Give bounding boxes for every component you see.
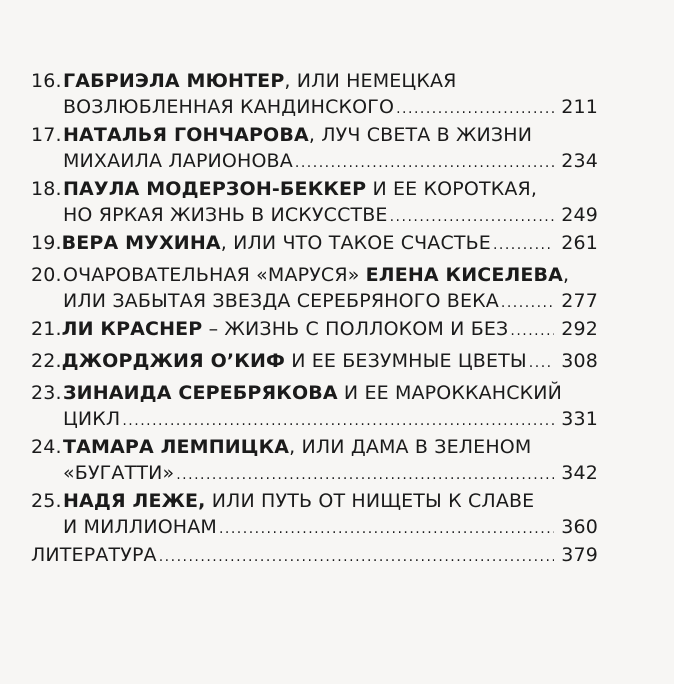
- entry-title-continuation: ИЛИ ЗАБЫТАЯ ЗВЕЗДА СЕРЕБРЯНОГО ВЕКА: [63, 290, 499, 312]
- entry-number: 25.: [31, 490, 62, 512]
- entry-title-text: , ИЛИ ЧТО ТАКОЕ СЧАСТЬЕ: [220, 232, 491, 254]
- entry-number: 17.: [31, 124, 62, 146]
- entry-artist-name: НАДЯ ЛЕЖЕ,: [63, 490, 206, 512]
- literature-page-number: 379: [561, 544, 598, 566]
- entry-artist-name: ГАБРИЭЛА МЮНТЕР: [63, 70, 285, 92]
- entry-number: 18.: [31, 178, 62, 200]
- entry-artist-name: ПАУЛА МОДЕРЗОН-БЕККЕР: [63, 178, 367, 200]
- entry-page-number: 331: [561, 408, 598, 430]
- entry-artist-name: ТАМАРА ЛЕМПИЦКА: [63, 436, 290, 458]
- entry-artist-name: ВЕРА МУХИНА: [61, 232, 221, 254]
- toc-entry-19: [31, 230, 598, 256]
- dot-leader: [219, 516, 554, 542]
- entry-number: 22.: [31, 350, 62, 372]
- dot-leader: [396, 96, 554, 122]
- dot-leader: [176, 462, 554, 488]
- entry-title-continuation: И МИЛЛИОНАМ: [63, 516, 217, 538]
- literature-label: ЛИТЕРАТУРА: [31, 544, 157, 566]
- entry-number: 19.: [31, 232, 62, 254]
- entry-title-continuation: МИХАИЛА ЛАРИОНОВА: [63, 150, 293, 172]
- entry-title-continuation: ВОЗЛЮБЛЕННАЯ КАНДИНСКОГО: [63, 96, 395, 118]
- dot-leader: [295, 150, 554, 176]
- entry-page-number: 234: [561, 150, 598, 172]
- entry-number: 20.: [31, 264, 62, 286]
- entry-page-number: 261: [561, 232, 598, 254]
- entry-page-number: 360: [561, 516, 598, 538]
- toc-entry-24: [31, 434, 598, 486]
- dot-leader: [159, 544, 554, 570]
- entry-page-number: 211: [561, 96, 598, 118]
- entry-title-text: , ЛУЧ СВЕТА В ЖИЗНИ: [308, 124, 533, 146]
- toc-entry-17: [31, 122, 598, 174]
- toc-entry-21: [31, 316, 598, 342]
- dot-leader: [510, 318, 554, 344]
- entry-title-text: И ЕЕ БЕЗУМНЫЕ ЦВЕТЫ: [285, 350, 527, 372]
- entry-title-text: И ЕЕ КОРОТКАЯ,: [366, 178, 538, 200]
- entry-artist-name: НАТАЛЬЯ ГОНЧАРОВА: [63, 124, 309, 146]
- entry-title-continuation: «БУГАТТИ»: [63, 462, 175, 484]
- table-of-contents: [31, 68, 598, 570]
- entry-page-number: 292: [561, 318, 598, 340]
- toc-entry-20: [31, 262, 598, 314]
- toc-entry-25: [31, 488, 598, 540]
- dot-leader: [501, 290, 554, 316]
- entry-title-text: И ЕЕ МАРОККАНСКИЙ: [337, 382, 563, 404]
- entry-number: 23.: [31, 382, 62, 404]
- entry-title-continuation: НО ЯРКАЯ ЖИЗНЬ В ИСКУССТВЕ: [63, 204, 388, 226]
- entry-page-number: 249: [561, 204, 598, 226]
- toc-entry-22: [31, 348, 598, 374]
- entry-title-prefix: ОЧАРОВАТЕЛЬНАЯ «МАРУСЯ»: [63, 264, 366, 286]
- entry-artist-name: ДЖОРДЖИЯ О’КИФ: [61, 350, 285, 372]
- entry-artist-name: ЛИ КРАСНЕР: [61, 318, 203, 340]
- entry-page-number: 277: [561, 290, 598, 312]
- entry-title-text: ,: [563, 264, 570, 286]
- entry-artist-name: ЕЛЕНА КИСЕЛЕВА: [365, 264, 564, 286]
- entry-title-text: , ИЛИ НЕМЕЦКАЯ: [284, 70, 457, 92]
- toc-entry-23: [31, 380, 598, 432]
- dot-leader: [493, 232, 554, 258]
- entry-title-text: – ЖИЗНЬ С ПОЛЛОКОМ И БЕЗ: [202, 318, 509, 340]
- dot-leader: [529, 350, 554, 376]
- entry-page-number: 342: [561, 462, 598, 484]
- entry-title-text: , ИЛИ ДАМА В ЗЕЛЕНОМ: [289, 436, 532, 458]
- entry-title-text: ИЛИ ПУТЬ ОТ НИЩЕТЫ К СЛАВЕ: [205, 490, 535, 512]
- toc-entry-16: [31, 68, 598, 120]
- entry-number: 24.: [31, 436, 62, 458]
- dot-leader: [122, 408, 554, 434]
- toc-entry-18: [31, 176, 598, 228]
- entry-page-number: 308: [561, 350, 598, 372]
- toc-entry-literature: [31, 542, 598, 568]
- entry-title-continuation: ЦИКЛ: [63, 408, 121, 430]
- entry-number: 21.: [31, 318, 62, 340]
- entry-artist-name: ЗИНАИДА СЕРЕБРЯКОВА: [63, 382, 338, 404]
- entry-number: 16.: [31, 70, 62, 92]
- dot-leader: [390, 204, 554, 230]
